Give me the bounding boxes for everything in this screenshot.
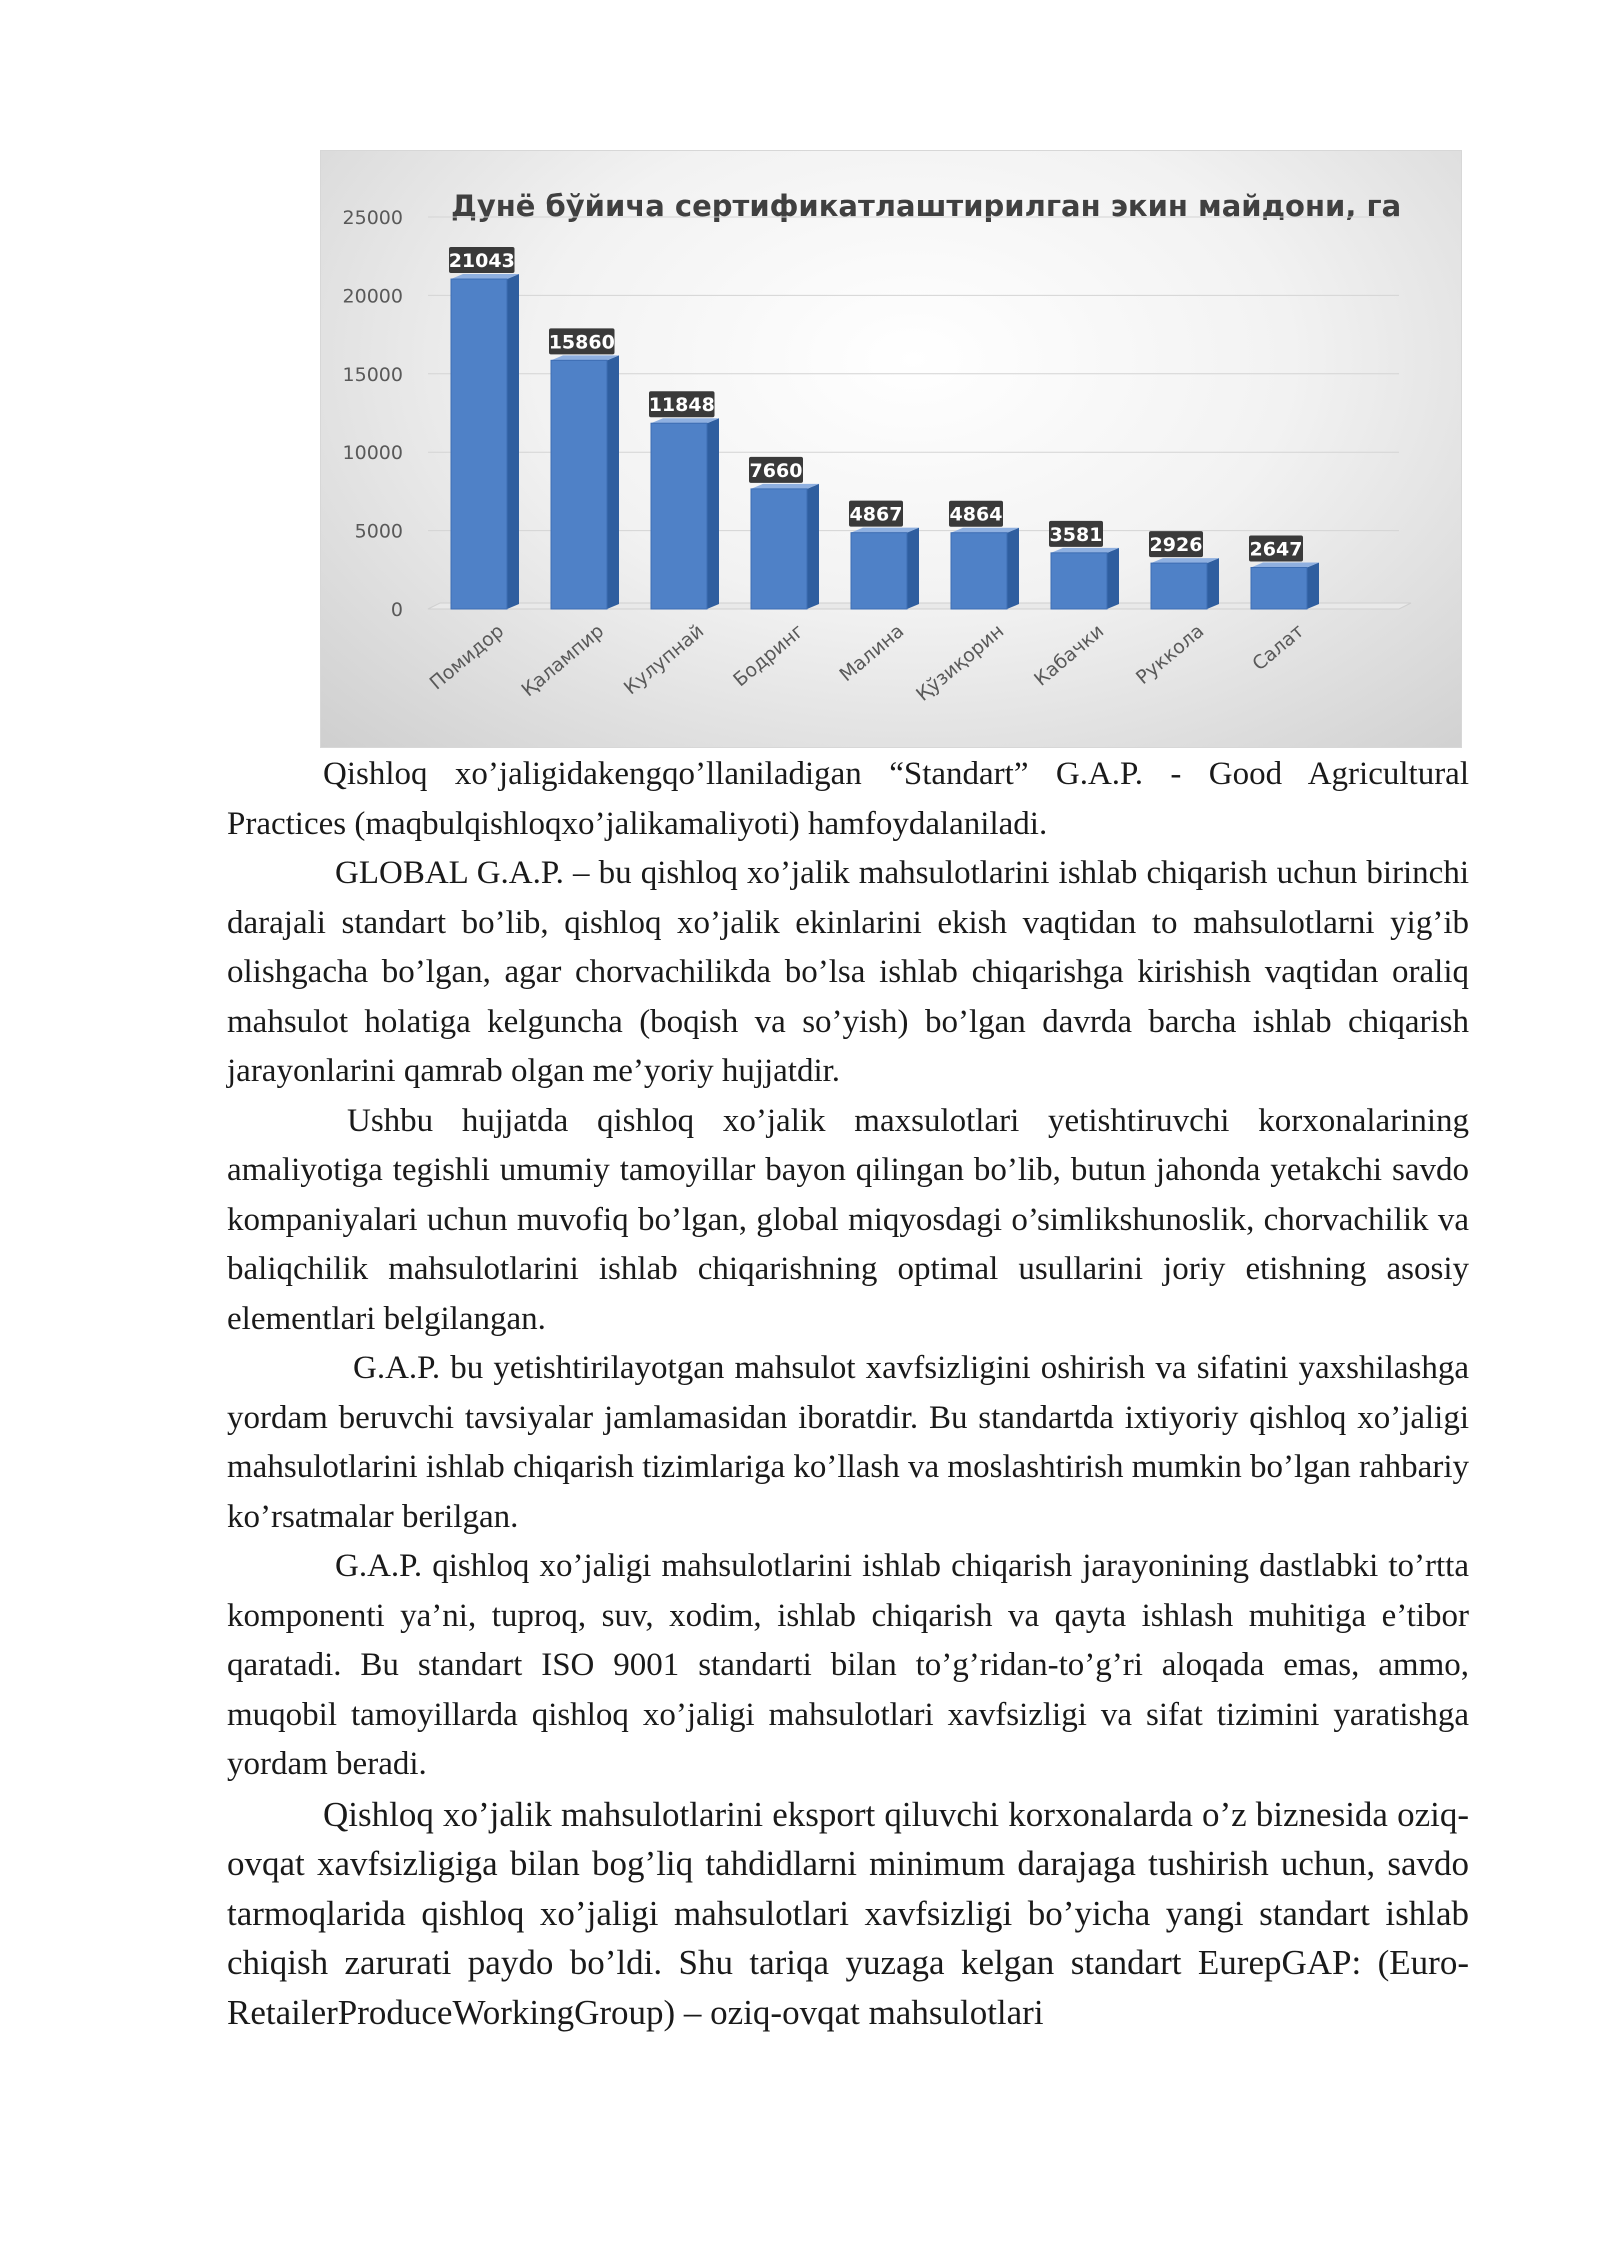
bar-side (707, 418, 719, 609)
data-label (749, 457, 803, 483)
x-category-label: Кабачки (1030, 619, 1109, 691)
x-category-label: Руккола (1131, 619, 1209, 689)
bar-side (607, 355, 619, 609)
y-axis-ticks (343, 207, 403, 621)
bar-side (507, 274, 519, 609)
bar (1051, 548, 1119, 609)
bar (551, 355, 619, 609)
data-label-text: 21043 (448, 250, 515, 273)
paragraph: Qishloq xo’jalik mahsulotlarini eksport qiluvchi korxonalarda o’z biznesida oziq-ovqat xavfsizligiga bilan bog’liq tahdidlarni minimum darajaga tushirish uchun, savdo tarmoqlarida qishloq xo’jaligi mahsulotlari xavfsizligi bo’yicha yangi standart ishlab chiqish zarurati paydo bo’ldi. Shu tariqa yuzaga kelgan standart EurepGAP: (Euro-RetailerProduceWorkingGroup) – oziq-ovqat mahsulotlari (227, 1794, 1469, 2032)
bar-side (907, 528, 919, 609)
data-label-text: 11848 (648, 394, 715, 417)
data-label (849, 501, 903, 527)
data-label (649, 391, 715, 417)
y-tick-label: 15000 (342, 363, 403, 386)
y-tick-label: 10000 (342, 442, 403, 465)
bar (651, 418, 719, 609)
x-category-label: Бодринг (729, 619, 809, 692)
x-category-label: Малина (835, 619, 909, 687)
bar-front (951, 533, 1007, 609)
bar-side (1007, 528, 1019, 609)
data-label (1049, 521, 1103, 547)
bar-side (1307, 562, 1319, 609)
paragraph: Qishloq xo’jaligidakengqo’llaniladigan “Standart” G.A.P. - Good Agricultural Practices (maqbulqishloqxo’jalikamaliyoti) hamfoydalaniladi. (227, 756, 1469, 842)
x-category-label: Қалампир (517, 619, 609, 702)
data-label (549, 328, 615, 354)
x-category-label: Помидор (425, 619, 509, 695)
data-label (949, 501, 1003, 527)
paragraph: G.A.P. bu yetishtirilayotgan mahsulot xavfsizligini oshirish va sifatini yaxshilashga yordam beruvchi tavsiyalar jamlamasidan iboratdir. Bu standartda ixtiyoriy qishloq xo’jaligi mahsulotlarini ishlab chiqarish tizimlariga ko’llash va moslashtirish mumkin bo’lgan rahbariy ko’rsatmalar berilgan. (227, 1350, 1469, 1535)
bar-front (1051, 553, 1107, 609)
bar (851, 528, 919, 609)
bar (451, 274, 519, 609)
bar-top (751, 484, 819, 489)
x-axis-categories (426, 620, 1309, 706)
x-category-label: Қўзиқорин (912, 619, 1009, 706)
data-label-text: 7660 (749, 459, 803, 482)
data-label-text: 2926 (1149, 534, 1203, 557)
bar-side (1207, 558, 1219, 609)
bar (1151, 558, 1219, 609)
paragraph: GLOBAL G.A.P. – bu qishloq xo’jalik mahsulotlarini ishlab chiqarish uchun birinchi darajali standart bo’lib, qishloq xo’jalik ekinlarini ekish vaqtidan to mahsulotlarni yig’ib olishgacha bo’lgan, agar chorvachilikda bo’lsa ishlab chiqarishga kirishish vaqtidan oraliq mahsulot holatiga kelguncha (boqish va so’yish) bo’lgan davrda barcha ishlab chiqarish jarayonlarini qamrab olgan me’yoriy hujjatdir. (227, 855, 1469, 1089)
data-label-text: 4867 (849, 503, 903, 526)
data-label-text: 4864 (949, 503, 1003, 526)
paragraph: Ushbu hujjatda qishloq xo’jalik maxsulotlari yetishtiruvchi korxonalarining amaliyotiga tegishli umumiy tamoyillar bayon qilingan bo’lib, butun jahonda yetakchi savdo kompaniyalari uchun muvofiq bo’lgan, global miqyosdagi o’simlikshunoslik, chorvachilik va baliqchilik mahsulotlarini ishlab chiqarishning optimal usullarini joriy etishning asosiy elementlari belgilangan. (227, 1102, 1469, 1337)
y-tick-label: 5000 (354, 520, 403, 543)
data-label-text: 3581 (1049, 523, 1103, 546)
y-tick-label: 25000 (342, 207, 403, 229)
bar-front (651, 423, 707, 609)
data-label (1149, 531, 1203, 557)
bar-side (807, 484, 819, 609)
data-label (449, 247, 515, 273)
bar (1251, 562, 1319, 609)
x-category-label: Салат (1248, 619, 1309, 676)
paragraph: G.A.P. qishloq xo’jaligi mahsulotlarini ishlab chiqarish jarayonining dastlabki to’rtta komponenti ya’ni, tuproq, suv, xodim, ishlab chiqarish va qayta ishlash muhitiga e’tibor qaratadi. Bu standart ISO 9001 standarti bilan to’g’ridan-to’g’ri aloqada emas, ammo, muqobil tamoyillarda qishloq xo’jaligi mahsulotlari xavfsizligi va sifat tizimini yaratishga yordam beradi. (227, 1548, 1469, 1782)
bars (451, 274, 1319, 609)
bar-front (851, 533, 907, 609)
bar-front (451, 279, 507, 609)
bar-side (1107, 548, 1119, 609)
chart-canvas (321, 151, 1461, 747)
bar (951, 528, 1019, 609)
bar-front (1151, 563, 1207, 609)
bar-front (551, 360, 607, 609)
chart-title: Дунё бўйича сертификатлаштирилган экин майдони, га (451, 189, 1402, 223)
bar-top (1251, 562, 1319, 567)
bar-top (851, 528, 919, 533)
bar-chart (320, 150, 1462, 748)
y-tick-label: 0 (390, 599, 403, 621)
data-label-text: 2647 (1249, 538, 1303, 561)
bar (751, 484, 819, 609)
y-tick-label: 20000 (342, 285, 403, 308)
bar-top (651, 418, 719, 423)
data-label (1249, 535, 1303, 561)
bar-front (1251, 567, 1307, 609)
bar-front (751, 489, 807, 609)
document-body (227, 750, 1469, 2037)
x-category-label: Кулупнай (619, 619, 709, 700)
data-label-text: 15860 (548, 331, 615, 354)
bar-top (551, 355, 619, 360)
bar-top (951, 528, 1019, 533)
